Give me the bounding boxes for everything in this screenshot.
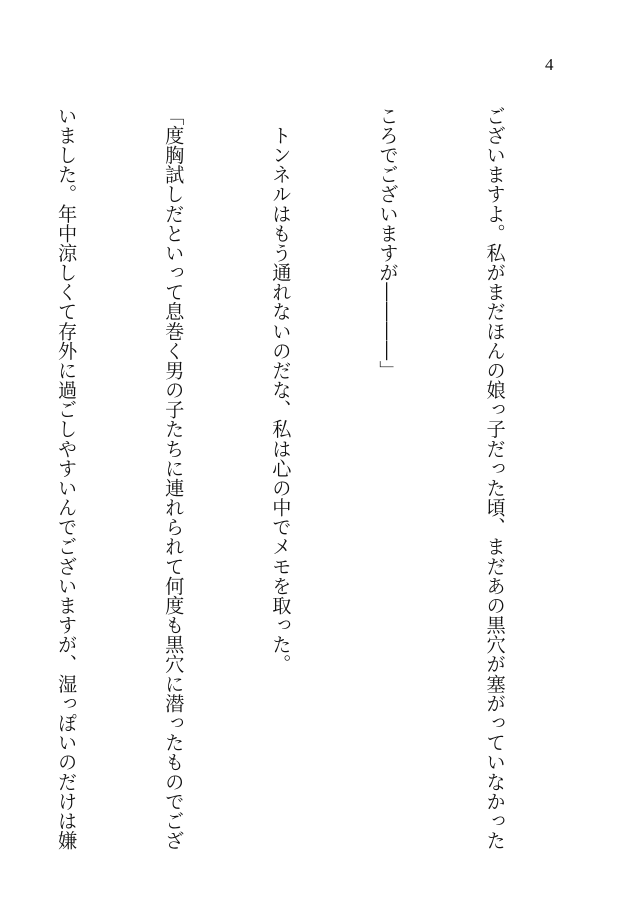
page-number: 4: [545, 55, 554, 74]
text-line-4: 「度胸試しだといって息巻く男の子たちに連れられて何度も黒穴に潜ったものでござ: [162, 106, 186, 851]
text-line-5: いました。年中涼しくて存外に過ごしやすいんでございますが、湿っぽいのだけは嫌: [55, 106, 79, 851]
vertical-text-body: [0, 106, 584, 851]
text-line-2: ころでございますが――――」: [376, 106, 400, 381]
text-line-3: トンネルはもう通れないのだな、私は心の中でメモを取った。: [269, 106, 293, 674]
text-line-1: ございますよ。私がまだほんの娘っ子だった頃、まだあの黒穴が塞がっていなかった: [483, 106, 507, 851]
